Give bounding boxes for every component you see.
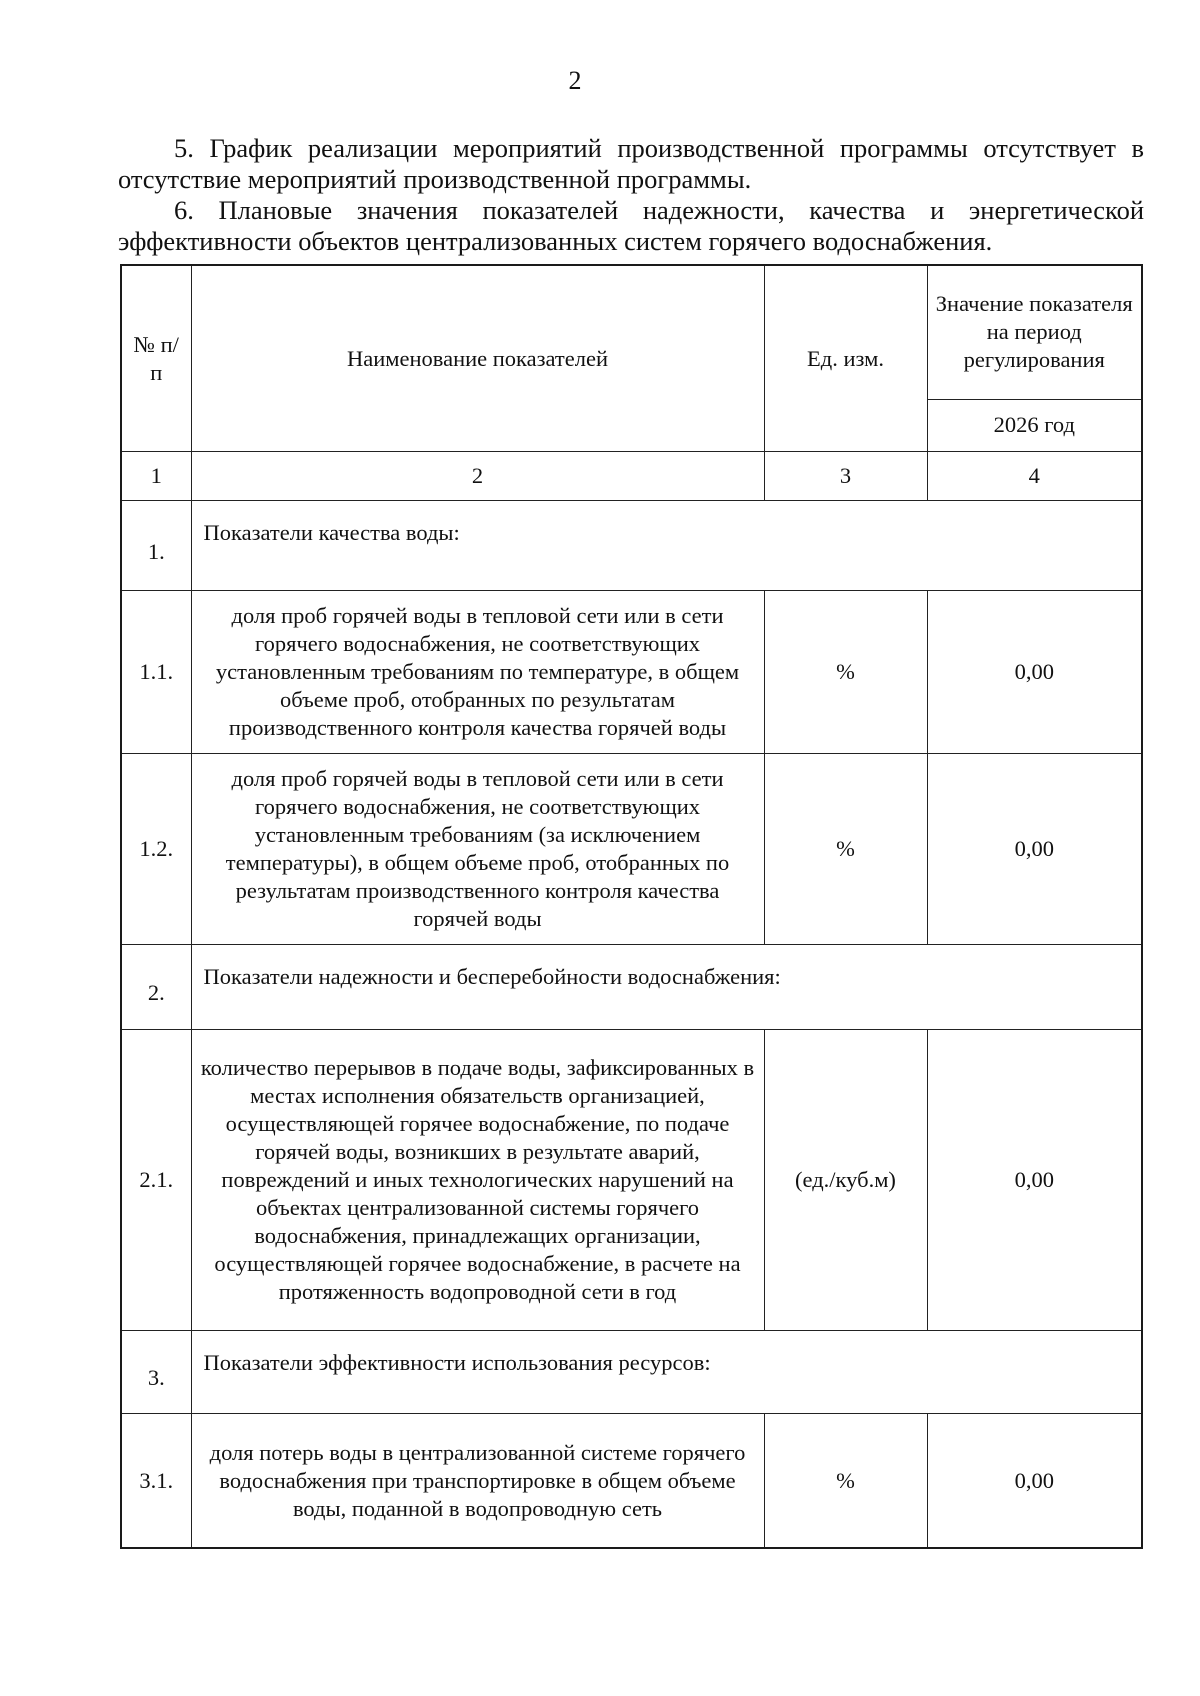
paragraph-6-text: 6. Плановые значения показателей надежности, качества и энергетической эффективности объектов централизованных систем горячего водоснабжения. [118,195,1144,256]
section-title: Показатели качества воды: [191,501,1142,591]
row-number: 2.1. [121,1030,191,1331]
table-row [121,591,1142,754]
row-number: 3.1. [121,1414,191,1549]
section-number: 3. [121,1331,191,1414]
header-year: 2026 год [927,399,1142,451]
row-value: 0,00 [927,591,1142,754]
row-value: 0,00 [927,1030,1142,1331]
section-number: 2. [121,945,191,1030]
section-title: Показатели надежности и бесперебойности водоснабжения: [191,945,1142,1030]
row-name: доля проб горячей воды в тепловой сети или в сети горячего водоснабжения, не соответствующих установленным требованиям по температуре, в общем объеме проб, отобранных по результатам производственного контроля качества горячей воды [191,591,764,754]
section-row [121,501,1142,591]
header-value: Значение показателя на период регулирования [927,265,1142,399]
row-unit: % [764,1414,927,1549]
column-number: 2 [191,452,764,501]
column-number: 3 [764,452,927,501]
column-number: 4 [927,452,1142,501]
row-name: доля потерь воды в централизованной системе горячего водоснабжения при транспортировке в общем объеме воды, поданной в водопроводную сеть [191,1414,764,1549]
row-unit: (ед./куб.м) [764,1030,927,1331]
table-row [121,1414,1142,1549]
row-number: 1.1. [121,591,191,754]
header-num: № п/п [121,265,191,452]
table-row [121,1030,1142,1331]
column-numbers-row [121,452,1142,501]
header-name: Наименование показателей [191,265,764,452]
row-value: 0,00 [927,754,1142,945]
row-name: доля проб горячей воды в тепловой сети или в сети горячего водоснабжения, не соответствующих установленным требованиям (за исключением температуры), в общем объеме проб, отобранных по результатам производственного контроля качества горячей воды [191,754,764,945]
page-number: 2 [568,66,582,95]
column-number: 1 [121,452,191,501]
table-header-row [121,265,1142,399]
row-unit: % [764,754,927,945]
table-row [121,754,1142,945]
paragraph-5 [118,133,1144,195]
header-unit: Ед. изм. [764,265,927,452]
row-value: 0,00 [927,1414,1142,1549]
paragraph-5-text: 5. График реализации мероприятий производственной программы отсутствует в отсутствие мероприятий производственной программы. [118,133,1144,194]
section-row [121,945,1142,1030]
indicators-table [120,264,1143,1549]
row-unit: % [764,591,927,754]
paragraph-6 [118,195,1144,257]
row-number: 1.2. [121,754,191,945]
section-row [121,1331,1142,1414]
row-name: количество перерывов в подаче воды, зафиксированных в местах исполнения обязательств организацией, осуществляющей горячее водоснабжение, по подаче горячей воды, возникших в результате аварий, повреждений и иных технологических нарушений на объектах централизованной системы горячего водоснабжения, принадлежащих организации, осуществляющей горячее водоснабжение, в расчете на протяженность водопроводной сети в год [191,1030,764,1331]
section-title: Показатели эффективности использования ресурсов: [191,1331,1142,1414]
section-number: 1. [121,501,191,591]
